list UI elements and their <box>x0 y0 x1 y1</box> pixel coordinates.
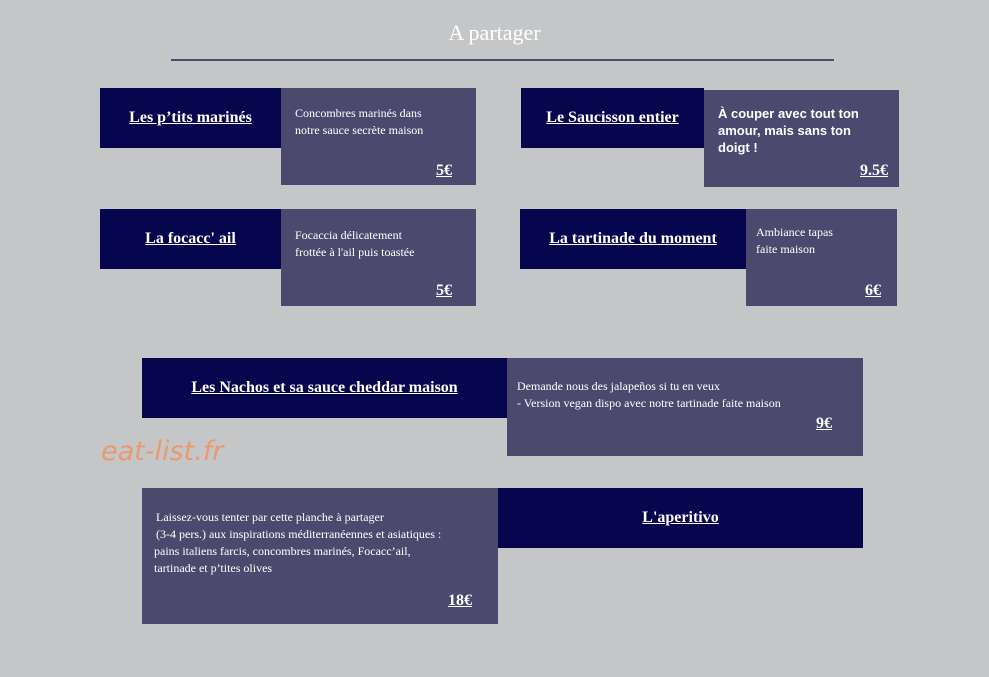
menu-item-name: Les p’tits marinés <box>100 88 281 148</box>
menu-item-price: 9.5€ <box>860 162 888 179</box>
menu-item-description-block <box>142 488 498 624</box>
menu-item-price: 18€ <box>448 592 472 609</box>
menu-item-description-line: Ambiance tapas <box>756 225 833 239</box>
menu-item-description-line: Focaccia délicatement <box>295 228 402 242</box>
title-divider <box>171 59 834 61</box>
menu-item-description-line: frottée à l'ail puis toastée <box>295 245 415 259</box>
menu-item-description-line: doigt ! <box>718 140 758 155</box>
menu-item-description-line: pains italiens farcis, concombres marinés, Focacc’ail, <box>154 544 411 558</box>
section-title: A partager <box>448 20 541 45</box>
menu-item-description-line: À couper avec tout ton <box>718 106 859 121</box>
menu-item-price: 5€ <box>436 282 452 299</box>
menu-item-description-block <box>507 358 863 456</box>
menu-item-price: 5€ <box>436 162 452 179</box>
menu-item-description-line: amour, mais sans ton <box>718 123 851 138</box>
menu-item-price: 9€ <box>816 415 832 432</box>
watermark-logo: eat-list.fr <box>101 436 224 467</box>
menu-item-description-block <box>746 209 897 306</box>
menu-item-description-line: Laissez-vous tenter par cette planche à partager <box>156 510 384 524</box>
menu-item-name: La focacc' ail <box>100 209 281 269</box>
menu-item-description-line: Demande nous des jalapeños si tu en veux <box>517 379 720 393</box>
menu-item-description-block <box>281 209 476 306</box>
menu-item-description-block <box>704 90 899 187</box>
menu-item-description-line: notre sauce secrète maison <box>295 123 424 137</box>
menu-item-description-line: Concombres marinés dans <box>295 106 422 120</box>
menu-item-description-block <box>281 88 476 185</box>
menu-item-description-line: - Version vegan dispo avec notre tartinade faite maison <box>517 396 781 410</box>
menu-item-name: Le Saucisson entier <box>521 88 704 148</box>
menu-item-description-line: (3-4 pers.) aux inspirations méditerranéennes et asiatiques : <box>156 527 442 541</box>
menu-item-name: L'aperitivo <box>498 488 863 548</box>
menu-item-name: La tartinade du moment <box>520 209 746 269</box>
menu-item-description-line: faite maison <box>756 242 815 256</box>
menu-item-description-line: tartinade et p’tites olives <box>154 561 273 575</box>
menu-item-name: Les Nachos et sa sauce cheddar maison <box>142 358 507 418</box>
menu-item-price: 6€ <box>865 282 881 299</box>
